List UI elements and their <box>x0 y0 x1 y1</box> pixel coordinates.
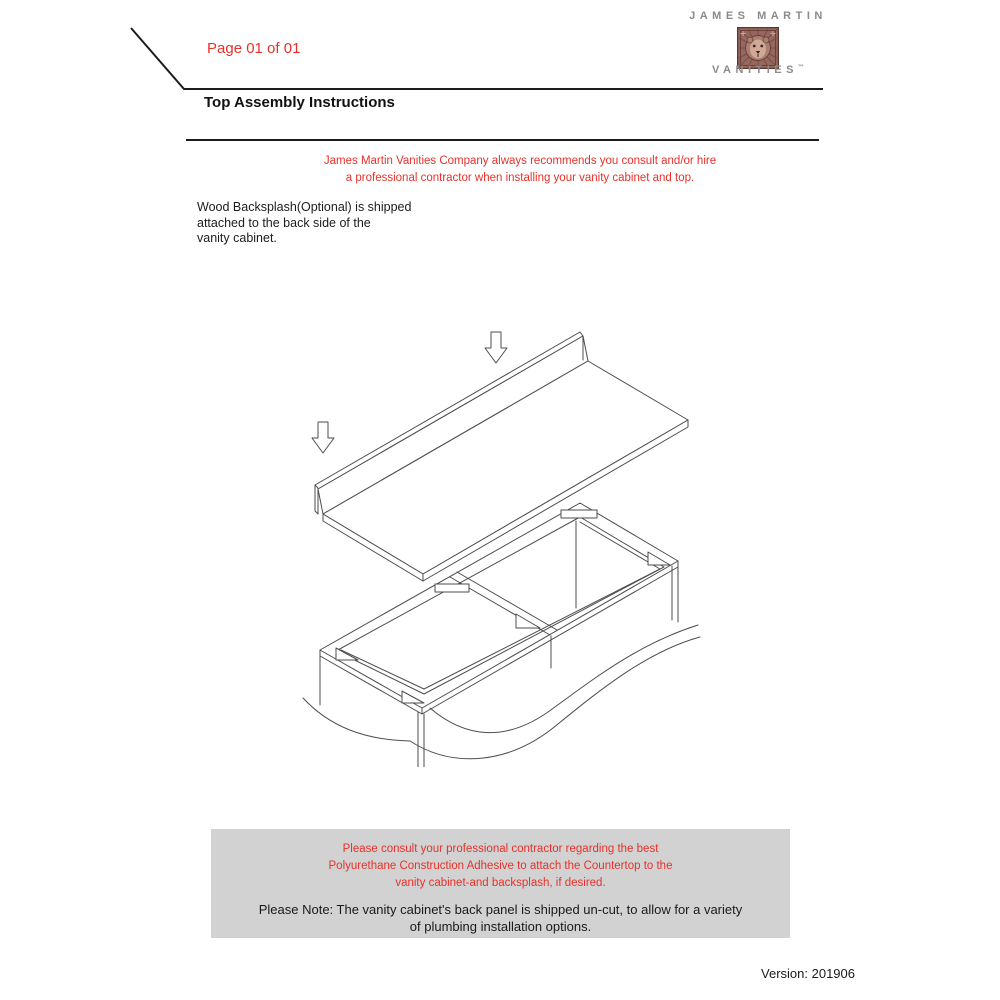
note-line-1: Please Note: The vanity cabinet's back panel is shipped un-cut, to allow for a variety <box>258 902 743 917</box>
adhesive-notice-red-text <box>211 841 790 892</box>
disclaimer-line-2: a professional contractor when installing your vanity cabinet and top. <box>345 172 695 184</box>
intro-line-3: vanity cabinet. <box>197 231 277 245</box>
brand-vanities-text: VANITIES <box>712 64 798 76</box>
exploded-assembly-diagram <box>280 325 710 767</box>
contractor-disclaimer <box>260 153 780 187</box>
down-arrow-icon <box>485 332 507 363</box>
header-rule <box>125 22 830 97</box>
intro-line-1: Wood Backsplash(Optional) is shipped <box>197 200 412 214</box>
down-arrow-icon <box>312 422 334 453</box>
notice-red-line-1: Please consult your professional contractor regarding the best <box>342 843 659 855</box>
disclaimer-line-1: James Martin Vanities Company always recommends you consult and/or hire <box>323 155 717 167</box>
page-title: Top Assembly Instructions <box>204 94 395 111</box>
notice-red-line-3: vanity cabinet-and backsplash, if desired. <box>395 877 606 889</box>
adhesive-notice-box <box>211 829 790 938</box>
version-label: Version: 201906 <box>761 966 855 981</box>
notice-red-line-2: Polyurethane Construction Adhesive to attach the Countertop to the <box>328 860 673 872</box>
brand-name-top: JAMES MARTIN <box>689 10 827 22</box>
title-underline <box>186 139 819 141</box>
backsplash-intro-paragraph <box>197 200 411 247</box>
trademark-symbol: ™ <box>797 64 804 71</box>
back-panel-note <box>211 901 790 935</box>
page-number-label: Page 01 of 01 <box>207 40 301 57</box>
intro-line-2: attached to the back side of the <box>197 215 371 230</box>
note-line-2: of plumbing installation options. <box>409 919 592 934</box>
